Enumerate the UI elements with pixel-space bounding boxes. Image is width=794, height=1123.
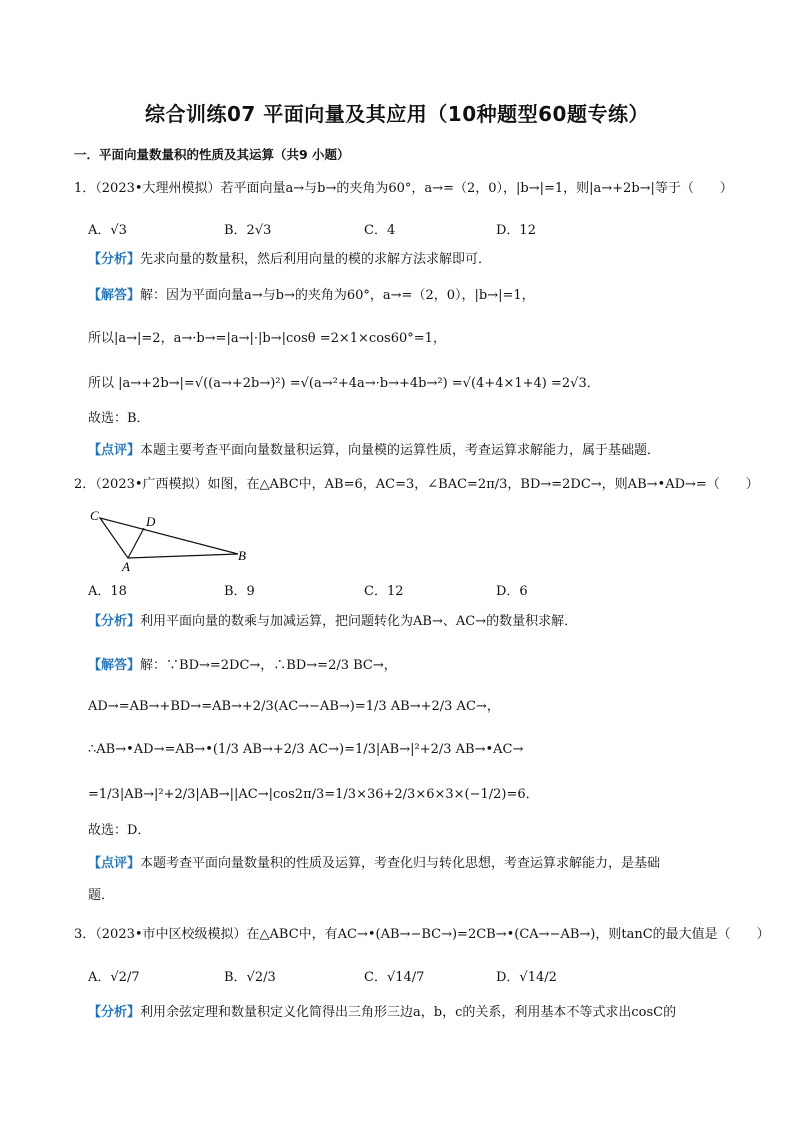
q1-solution-line-2: 所以|a→|=2，a→·b→=|a→|·|b→|cosθ =2×1×cos60°=1， bbox=[88, 331, 446, 346]
section-heading: 一．平面向量数量积的性质及其运算（共9 小题） bbox=[74, 147, 350, 162]
q3-analysis bbox=[88, 1004, 676, 1022]
analysis-tag: 【分析】 bbox=[88, 252, 141, 267]
q1-comment-text: 本题主要考查平面向量数量积运算，向量模的运算性质，考查运算求解能力，属于基础题． bbox=[140, 443, 661, 458]
label-c: C bbox=[90, 508, 99, 523]
solution-tag: 【解答】 bbox=[88, 658, 141, 673]
q3-option-d[interactable]: D．√14/2 bbox=[496, 970, 557, 985]
q2-option-c[interactable]: C．12 bbox=[364, 584, 404, 599]
q2-solution bbox=[88, 657, 397, 675]
q3-option-c[interactable]: C．√14/7 bbox=[364, 970, 425, 985]
q2-option-b[interactable]: B．9 bbox=[224, 584, 255, 599]
q1-answer: 故选：B． bbox=[88, 411, 150, 426]
q1-solution-line-3: 所以 |a→+2b→|=√((a→+2b→)²) =√(a→²+4a→·b→+4b→²) =√(4+4×1+4) =2√3． bbox=[88, 376, 600, 391]
q1-solution bbox=[88, 287, 535, 305]
label-b: B bbox=[238, 548, 246, 563]
q1-options bbox=[88, 219, 728, 239]
q3-analysis-text: 利用余弦定理和数量积定义化简得出三角形三边a，b，c的关系，利用基本不等式求出cosC的 bbox=[140, 1005, 677, 1020]
q3-option-b[interactable]: B．√2/3 bbox=[224, 970, 276, 985]
q2-option-d[interactable]: D．6 bbox=[496, 584, 528, 599]
label-d: D bbox=[146, 514, 156, 529]
q2-stem: 2．（2023•广西模拟）如图，在△ABC中，AB=6，AC=3，∠BAC=2π/3，BD→=2DC→，则AB→•AD→=（ ） bbox=[74, 477, 759, 492]
page-title: 综合训练07 平面向量及其应用（10种题型60题专练） bbox=[145, 102, 649, 126]
q2-comment-text: 本题考查平面向量数量积的性质及运算，考查化归与转化思想，考查运算求解能力，是基础 bbox=[140, 856, 661, 871]
triangle-abc bbox=[100, 518, 238, 558]
q2-options bbox=[88, 580, 728, 600]
comment-tag: 【点评】 bbox=[88, 856, 141, 871]
q2-option-a[interactable]: A．18 bbox=[88, 584, 127, 599]
analysis-tag: 【分析】 bbox=[88, 1005, 141, 1020]
q2-solution-line-1: 解：∵BD→=2DC→，∴BD→=2/3 BC→， bbox=[140, 658, 397, 673]
triangle-figure bbox=[88, 508, 258, 572]
q1-stem: 1．（2023•大理州模拟）若平面向量a→与b→的夹角为60°，a→=（2，0），|b→|=1，则|a→+2b→|等于（ ） bbox=[74, 181, 733, 196]
q1-analysis-text: 先求向量的数量积，然后利用向量的模的求解方法求解即可． bbox=[140, 252, 492, 267]
q2-comment-line-2: 题． bbox=[88, 888, 115, 903]
q2-analysis bbox=[88, 613, 577, 631]
q1-option-d[interactable]: D．12 bbox=[496, 223, 536, 238]
q2-solution-line-2: AD→=AB→+BD→=AB→+2/3(AC→−AB→)=1/3 AB→+2/3 AC→， bbox=[88, 699, 500, 714]
q1-option-a[interactable]: A．√3 bbox=[88, 223, 127, 238]
q2-comment bbox=[88, 855, 660, 873]
q1-comment bbox=[88, 442, 660, 460]
q2-analysis-text: 利用平面向量的数乘与加减运算，把问题转化为AB→、AC→的数量积求解． bbox=[140, 614, 578, 629]
segment-ad bbox=[128, 528, 144, 558]
comment-tag: 【点评】 bbox=[88, 443, 141, 458]
q3-stem: 3．（2023•市中区校级模拟）在△ABC中，有AC→•(AB→−BC→)=2CB→•(CA→−AB→)，则tanC的最大值是（ ） bbox=[74, 927, 770, 942]
q2-solution-line-4: =1/3|AB→|²+2/3|AB→||AC→|cos2π/3=1/3×36+2/3×6×3×(−1/2)=6． bbox=[88, 787, 539, 802]
q3-option-a[interactable]: A．√2/7 bbox=[88, 970, 140, 985]
q3-options bbox=[88, 966, 728, 986]
solution-tag: 【解答】 bbox=[88, 288, 141, 303]
q2-solution-line-3: ∴AB→•AD→=AB→•(1/3 AB→+2/3 AC→)=1/3|AB→|²+2/3 AB→•AC→ bbox=[88, 742, 524, 757]
q1-option-c[interactable]: C．4 bbox=[364, 223, 396, 238]
analysis-tag: 【分析】 bbox=[88, 614, 141, 629]
q1-analysis bbox=[88, 251, 491, 269]
q2-answer: 故选：D． bbox=[88, 823, 151, 838]
q1-option-b[interactable]: B．2√3 bbox=[224, 223, 272, 238]
q1-solution-line-1: 解：因为平面向量a→与b→的夹角为60°，a→=（2，0），|b→|=1， bbox=[140, 288, 535, 303]
label-a: A bbox=[122, 559, 130, 572]
